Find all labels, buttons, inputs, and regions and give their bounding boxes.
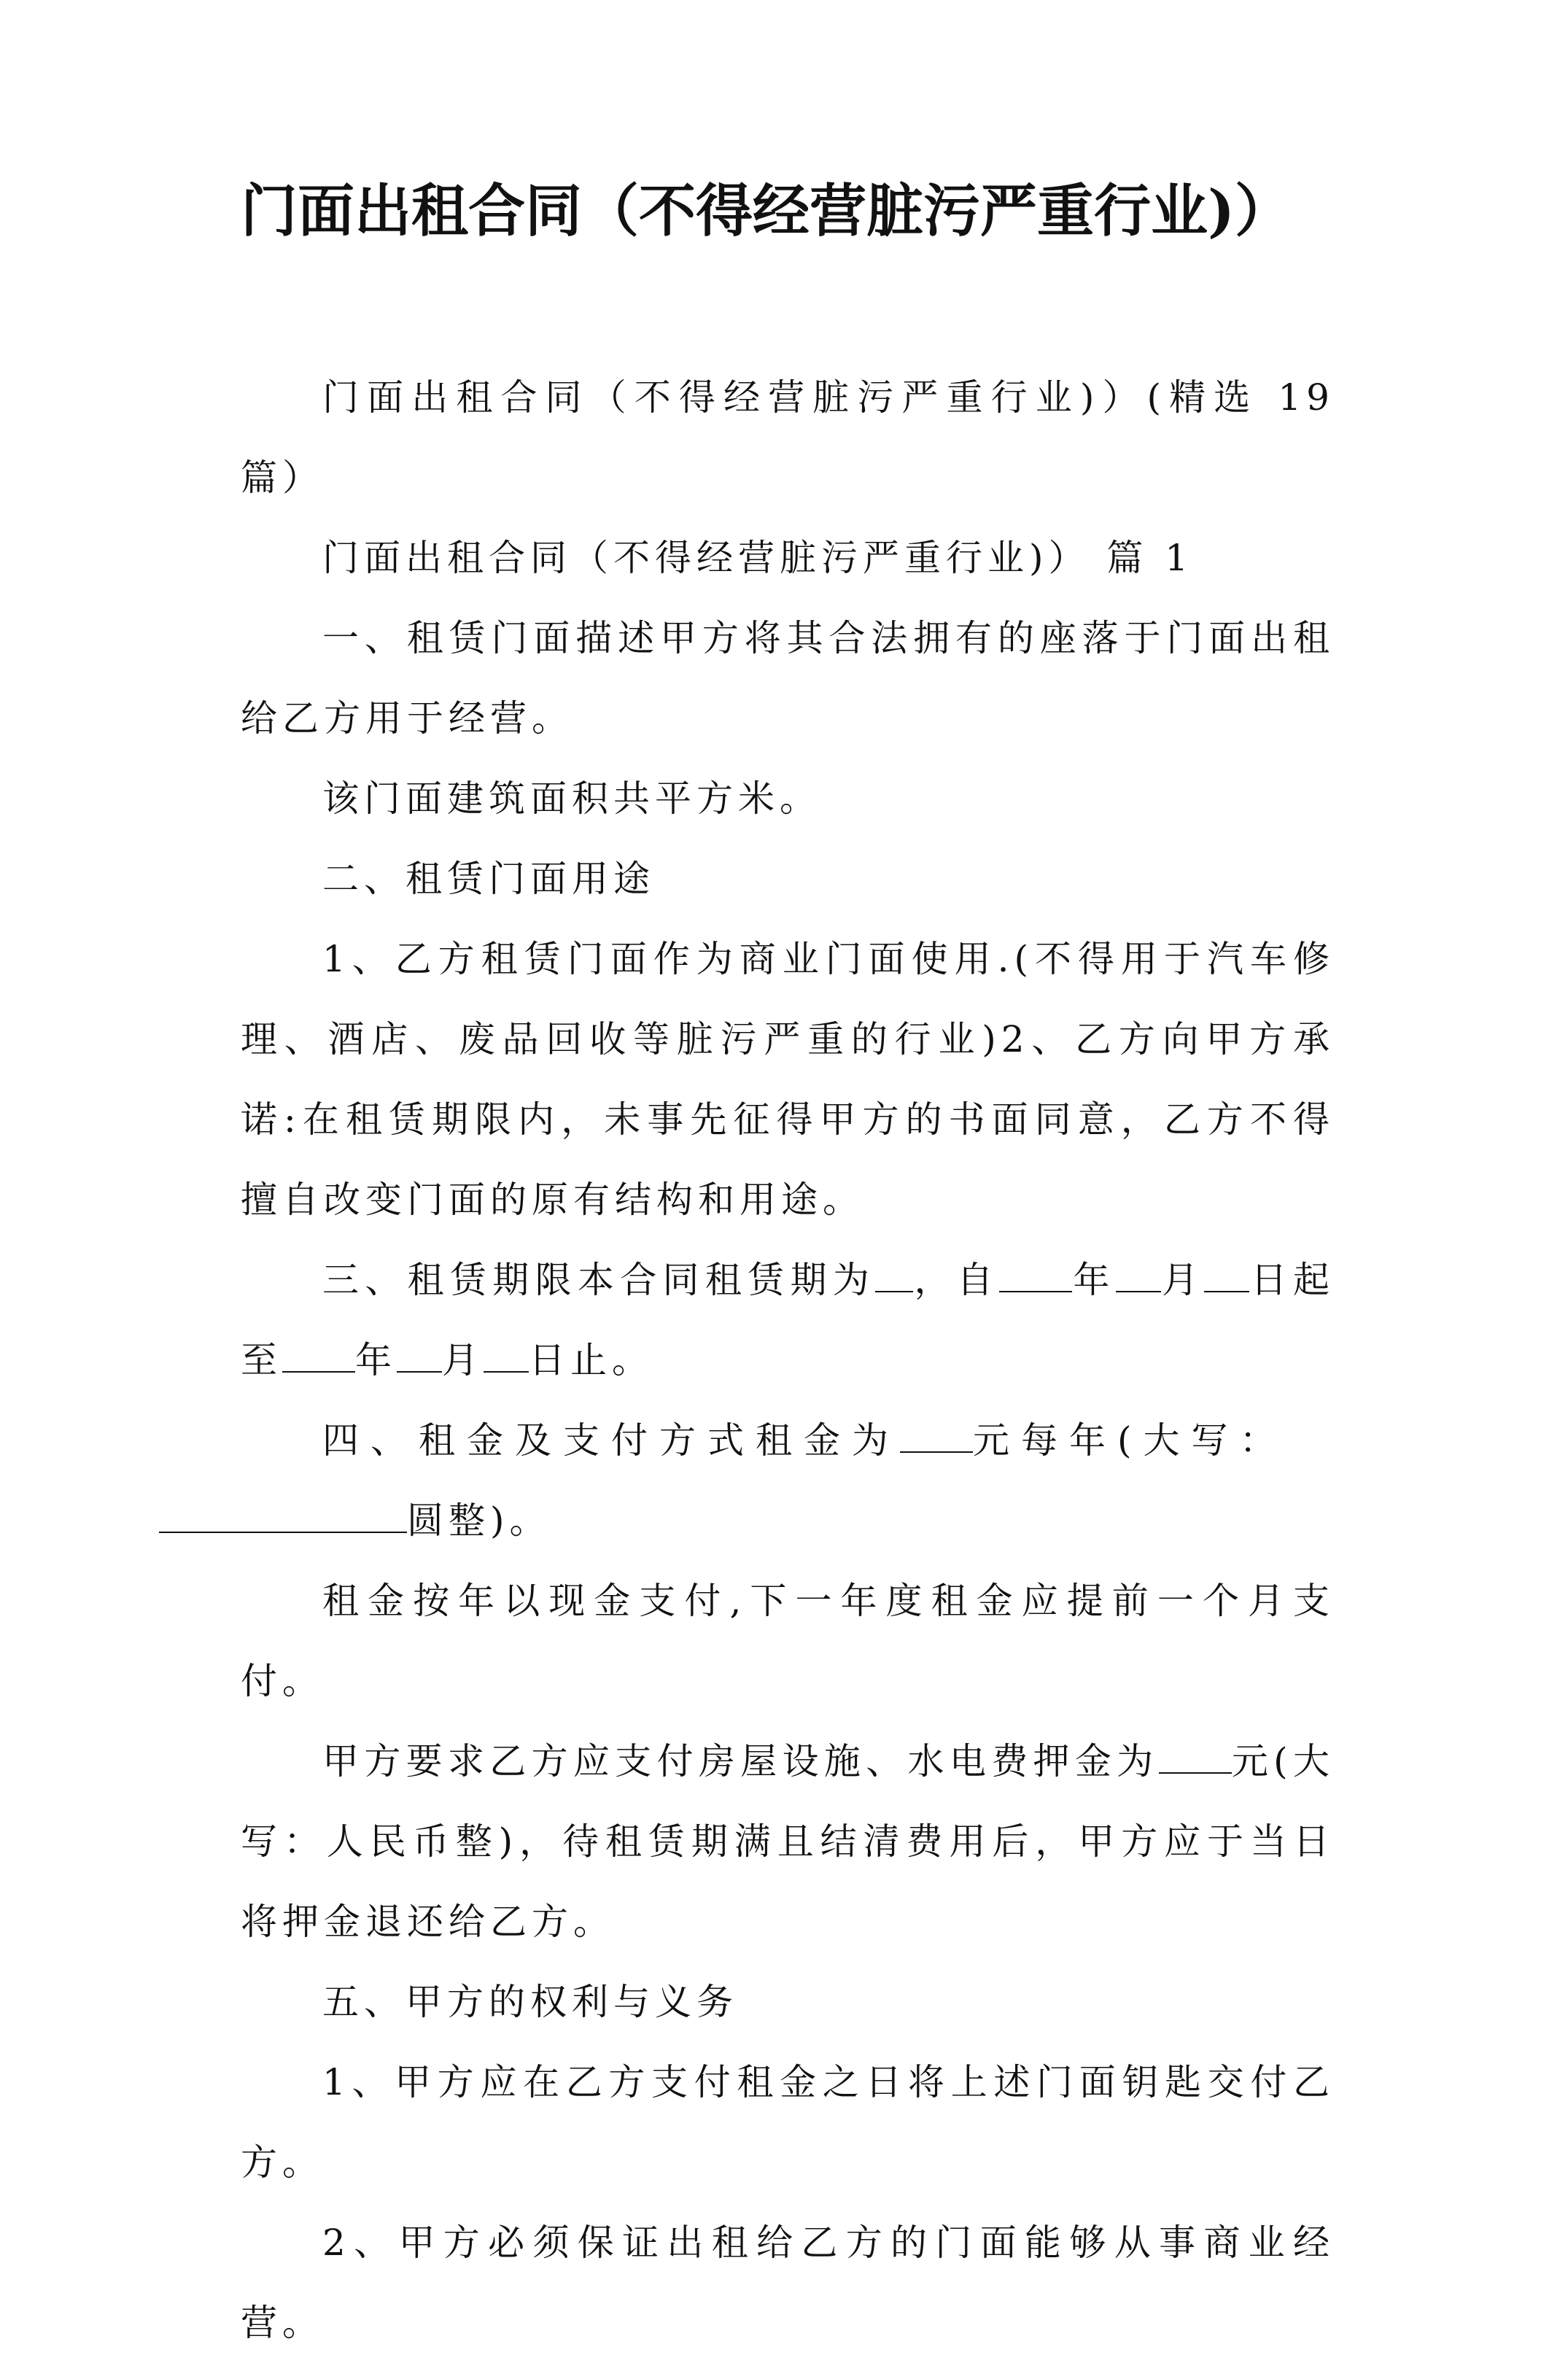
month-label: 月 xyxy=(1160,1259,1205,1301)
paragraph-5 xyxy=(241,1240,1335,1400)
paragraph-7: 租金按年以现金支付,下一年度租金应提前一个月支付。 xyxy=(241,1580,1335,1702)
rent-text: 四、租金及支付方式租金为 xyxy=(322,1419,900,1462)
paragraph-2: 该门面建筑面积共平方米。 xyxy=(322,777,821,820)
end-day-blank xyxy=(484,1329,529,1373)
paragraph-4: 1、乙方租赁门面作为商业门面使用.(不得用于汽车修理、酒店、废品回收等脏污严重的行业)2、乙方向甲方承诺:在租赁期限内，未事先征得甲方的书面同意，乙方不得擅自改变门面的原有结构和用途。 xyxy=(241,938,1335,1221)
paragraph-11: 2、甲方必须保证出租给乙方的门面能够从事商业经营。 xyxy=(241,2222,1335,2344)
end-text: 日止。 xyxy=(529,1339,653,1381)
end-month-blank xyxy=(397,1329,442,1373)
month-label: 月 xyxy=(442,1339,484,1381)
paragraph-9: 五、甲方的权利与义务 xyxy=(322,1981,738,2023)
document-title: 门面出租合同（不得经营脏污严重行业)） xyxy=(241,178,1292,244)
section-heading: 门面出租合同（不得经营脏污严重行业)） 篇 1 xyxy=(322,537,1194,579)
document-body xyxy=(241,357,1335,2363)
start-year-blank xyxy=(999,1249,1072,1292)
until-text: 日起至 xyxy=(241,1259,1335,1381)
paragraph-8 xyxy=(241,1721,1335,1962)
deposit-amount-blank xyxy=(1159,1730,1232,1774)
paragraph-3: 二、租赁门面用途 xyxy=(322,858,655,900)
deposit-rest-text: 元(大写：人民币整)，待租赁期满且结清费用后，甲方应于当日将押金退还给乙方。 xyxy=(241,1740,1335,1943)
lease-term-text: 三、租赁期限本合同租赁期为 xyxy=(322,1259,876,1301)
lease-from-text: ，自 xyxy=(913,1259,1000,1301)
paragraph-6 xyxy=(241,1400,1335,1561)
lease-term-blank xyxy=(875,1249,913,1292)
rent-capital-blank xyxy=(159,1489,407,1533)
year-label: 年 xyxy=(355,1339,397,1381)
rent-capital-text: 元每年(大写： xyxy=(973,1419,1288,1462)
paragraph-1: 一、租赁门面描述甲方将其合法拥有的座落于门面出租给乙方用于经营。 xyxy=(241,617,1335,740)
start-month-blank xyxy=(1116,1249,1161,1292)
rent-amount-blank xyxy=(900,1409,973,1453)
year-label: 年 xyxy=(1072,1259,1116,1301)
deposit-text: 甲方要求乙方应支付房屋设施、水电费押金为 xyxy=(322,1740,1159,1782)
end-year-blank xyxy=(282,1329,355,1373)
paragraph-10: 1、甲方应在乙方支付租金之日将上述门面钥匙交付乙方。 xyxy=(241,2061,1335,2184)
rent-end-text: 圆整)。 xyxy=(407,1499,551,1542)
document-subtitle: 门面出租合同（不得经营脏污严重行业)）(精选 19 篇） xyxy=(241,376,1335,499)
start-day-blank xyxy=(1204,1249,1249,1292)
